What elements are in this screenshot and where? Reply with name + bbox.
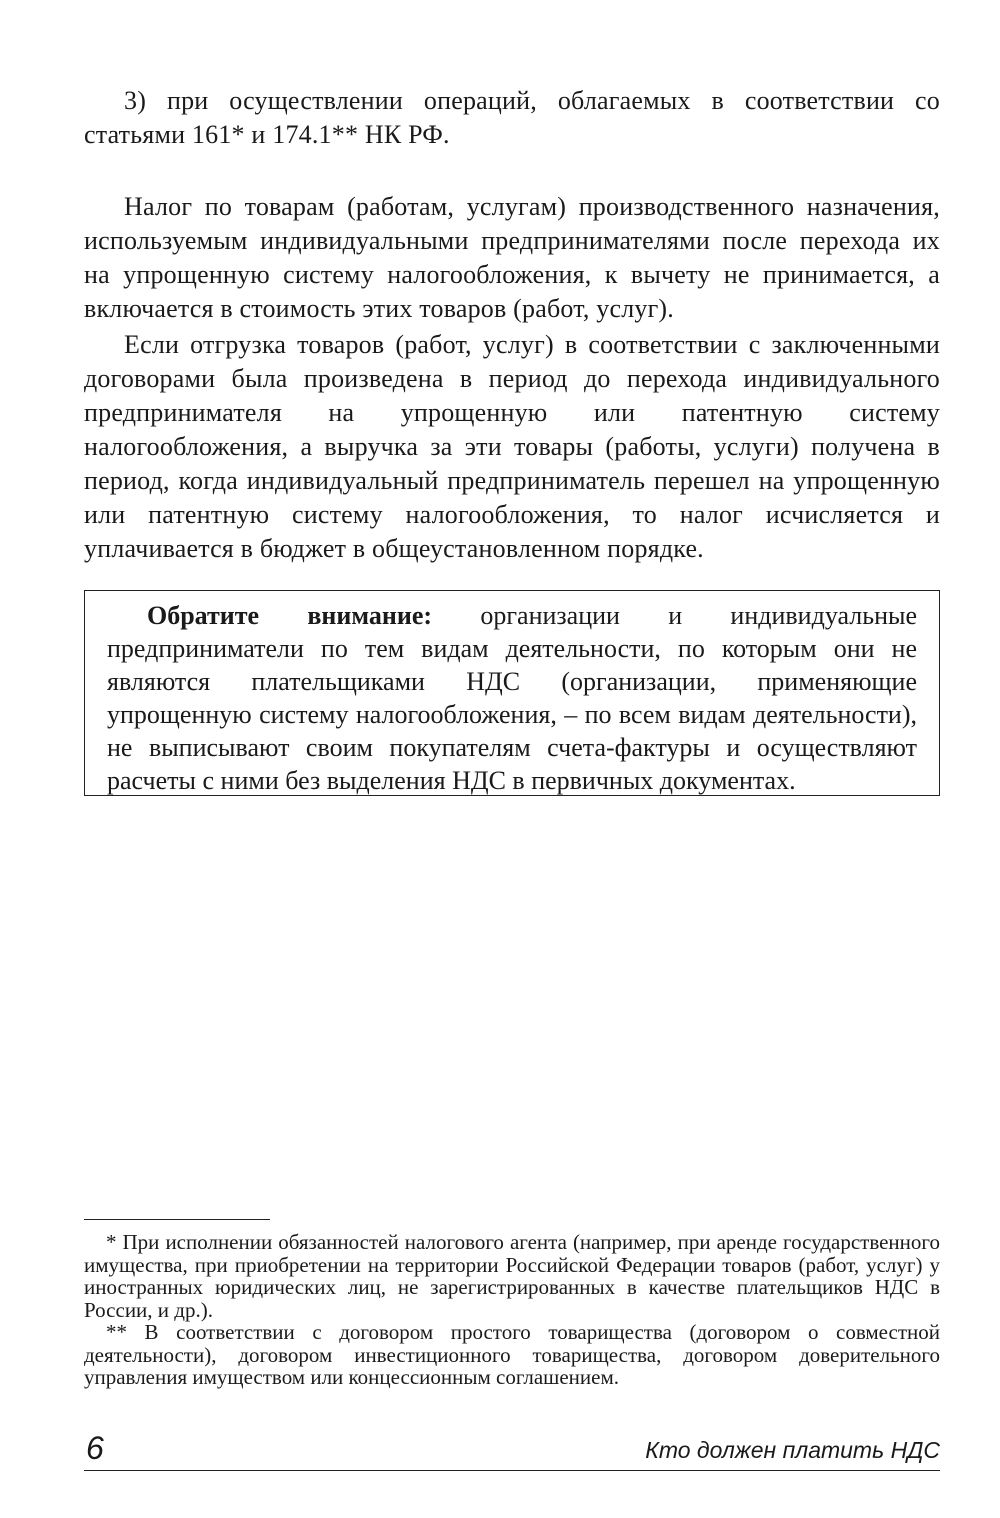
notice-text: организации и индивидуальные предприниматели по тем видам деятельности, по которым они не являются плательщиками НДС (организации, применяющие упрощенную систему налогообложения, – по всем видам деятельности), не выписывают своим покупателям счета-фактуры и осуществляют расчеты с ними без выделения НДС в первичных документах. — [107, 601, 917, 795]
footnote-1: * При исполнении обязанностей налогового агента (например, при аренде государственного имущества, при приобретении на территории Российской Федерации товаров (работ, услуг) у иностранных юридических лиц, не зарегистрированных в качестве плательщиков НДС в России, и др.). — [84, 1230, 940, 1322]
footnotes — [84, 1231, 940, 1389]
main-text — [84, 84, 940, 566]
footnote-divider — [84, 1219, 270, 1220]
footnote-2: ** В соответствии с договором простого товарищества (договором о совместной деятельности), договором инвестиционного товарищества, договором доверительного управления имуществом или концессионным соглашением. — [84, 1320, 940, 1389]
running-title: Кто должен платить НДС — [645, 1437, 940, 1463]
notice-lead: Обратите внимание: — [147, 601, 433, 630]
page-number: 6 — [86, 1430, 104, 1466]
paragraph-operations: 3) при осуществлении операций, облагаемых в соответствии со статьями 161* и 174.1** НК РФ. — [84, 86, 940, 149]
notice-box — [84, 590, 940, 796]
paragraph-shipment: Если отгрузка товаров (работ, услуг) в соответствии с заключенными договорами была произведена в период до перехода индивидуального предпринимателя на упрощенную или патентную систему налогообложения, а выручка за эти товары (работы, услуги) получена в период, когда индивидуальный предприниматель перешел на упрощенную или патентную систему налогообложения, то налог исчисляется и уплачивается в бюджет в общеустановленном порядке. — [84, 330, 940, 563]
notice-paragraph — [107, 599, 917, 797]
footer-divider — [84, 1470, 940, 1471]
paragraph-simplified-tax: Налог по товарам (работам, услугам) производственного назначения, используемым индивидуальными предпринимателями после перехода их на упрощенную систему налогообложения, к вычету не принимается, а включается в стоимость этих товаров (работ, услуг). — [84, 192, 940, 323]
